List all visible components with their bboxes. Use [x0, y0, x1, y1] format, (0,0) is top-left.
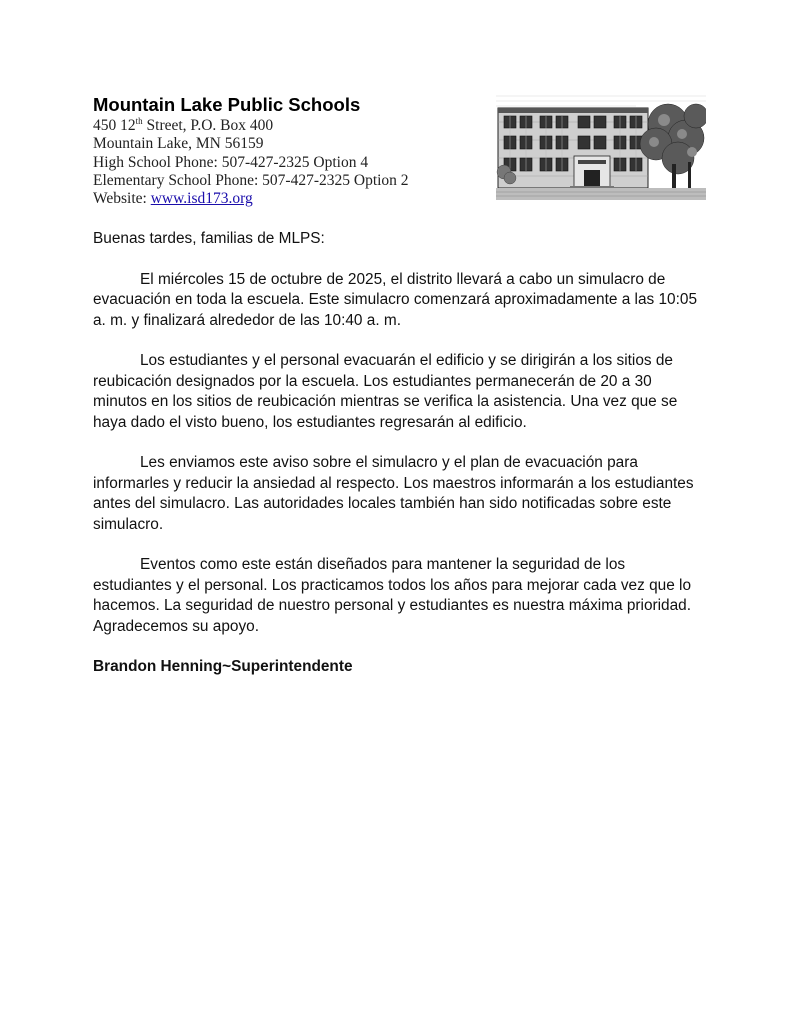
- street-address: [93, 117, 493, 135]
- school-building-image: [496, 92, 706, 200]
- paragraph-evacuation: Los estudiantes y el personal evacuarán el edificio y se dirigirán a los sitios de reubicación designados por la escuela. Los estudiantes permanecerán de 20 a 30 minutos en los sitios de reubicación mientras se verifica la asistencia. Una vez que se haya dado el visto bueno, los estudiantes regresarán al edificio.: [93, 352, 678, 431]
- website-label: Website:: [93, 190, 151, 208]
- paragraph-drill-date: El miércoles 15 de octubre de 2025, el distrito llevará a cabo un simulacro de evacuación en toda la escuela. Este simulacro comenzará aproximadamente a las 10:05 a. m. y finalizará alrededor de las 10:40 a. m.: [93, 270, 697, 329]
- website-link[interactable]: www.isd173.org: [150, 190, 253, 208]
- paragraph-notice: Les enviamos este aviso sobre el simulacro y el plan de evacuación para informarles y reducir la ansiedad al respecto. Los maestros informarán a los estudiantes antes del simulacro. Las autoridades locales también han sido notificadas sobre este simulacro.: [93, 454, 694, 533]
- street-number: 450 12: [93, 117, 136, 134]
- signature: Brandon Henning~Superintendente: [93, 658, 353, 676]
- school-name: Mountain Lake Public Schools: [93, 94, 361, 115]
- high-school-phone: High School Phone: 507-427-2325 Option 4: [93, 153, 369, 171]
- letter-body: [93, 229, 701, 693]
- letterhead: [93, 94, 493, 208]
- greeting: Buenas tardes, familias de MLPS:: [93, 230, 325, 247]
- elementary-school-phone: Elementary School Phone: 507-427-2325 Option 2: [93, 171, 409, 189]
- street-suffix: th: [135, 115, 143, 126]
- website-line: [93, 190, 493, 208]
- paragraph-safety: Eventos como este están diseñados para mantener la seguridad de los estudiantes y el personal. Los practicamos todos los años para mejorar cada vez que lo hacemos. La seguridad de nuestro personal y estudiantes es nuestra máxima prioridad. Agradecemos su apoyo.: [93, 556, 692, 635]
- street-rest: Street, P.O. Box 400: [142, 117, 274, 134]
- city-line: Mountain Lake, MN 56159: [93, 135, 264, 153]
